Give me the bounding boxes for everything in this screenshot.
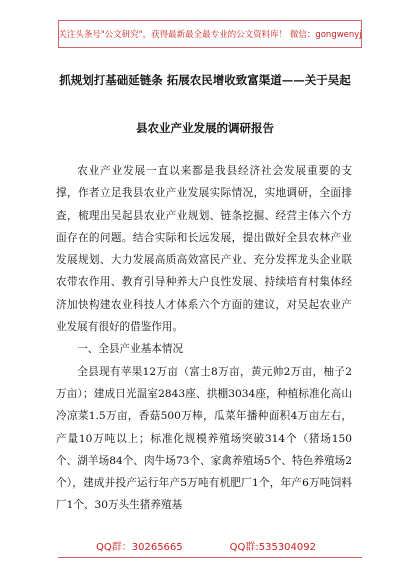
document-title-line-1: 抓规划打基础延链条 拓展农民增收致富渠道——关于吴起 xyxy=(59,73,351,87)
header-banner xyxy=(58,20,362,48)
section-heading: 一、全县产业基本情况 xyxy=(77,343,184,356)
document-body xyxy=(56,160,352,517)
footer-qq-groups xyxy=(96,538,316,553)
footer-qq-group-1: QQ群：30265665 xyxy=(96,542,183,553)
document-title-line-2: 县农业产业发展的调研报告 xyxy=(136,121,274,135)
intro-paragraph: 农业产业发展一直以来都是我县经济社会发展重要的支撑，作者立足我县农业产业发展实际情况，实地调研，全面排查，梳理出吴起县农业产业规划、链条挖掘、经营主体六个方面存在的问题。结合实际和长远发展，提出做好全县农林产业发展规划、大力发展高质高效富民产业、充分发挥龙头企业联农带农作用、教育引导种养大户良性发展、持续培育村集体经济加快构建农业科技人才体系六个方面的建议，对吴起农业产业发展有很好的借鉴作用。 xyxy=(56,165,352,334)
header-banner-text: 关注头条号"公文研究"，获得最新最全最专业的公文资料库！ 微信：gongwenyj xyxy=(58,30,362,40)
section-paragraph: 全县现有苹果12万亩（富士8万亩，黄元帅2万亩，柚子2万亩）；建成日光温室2843座、拱棚3034座，种植标准化高山冷凉菜1.5万亩，香菇500万棒，瓜菜年播种面积4万亩左右，产量10万吨以上；标准化规模养殖场突破314个（猪场150个、湖羊场84个、肉牛场73个、家禽养殖场5个、特色养殖场2个），建成并投产运行年产5万吨有机肥厂1个，年产6万吨饲料厂1个、30万头生猪养殖基 xyxy=(56,365,352,512)
footer-divider xyxy=(58,557,362,558)
footer-qq-group-2: QQ群:535304092 xyxy=(229,542,316,553)
